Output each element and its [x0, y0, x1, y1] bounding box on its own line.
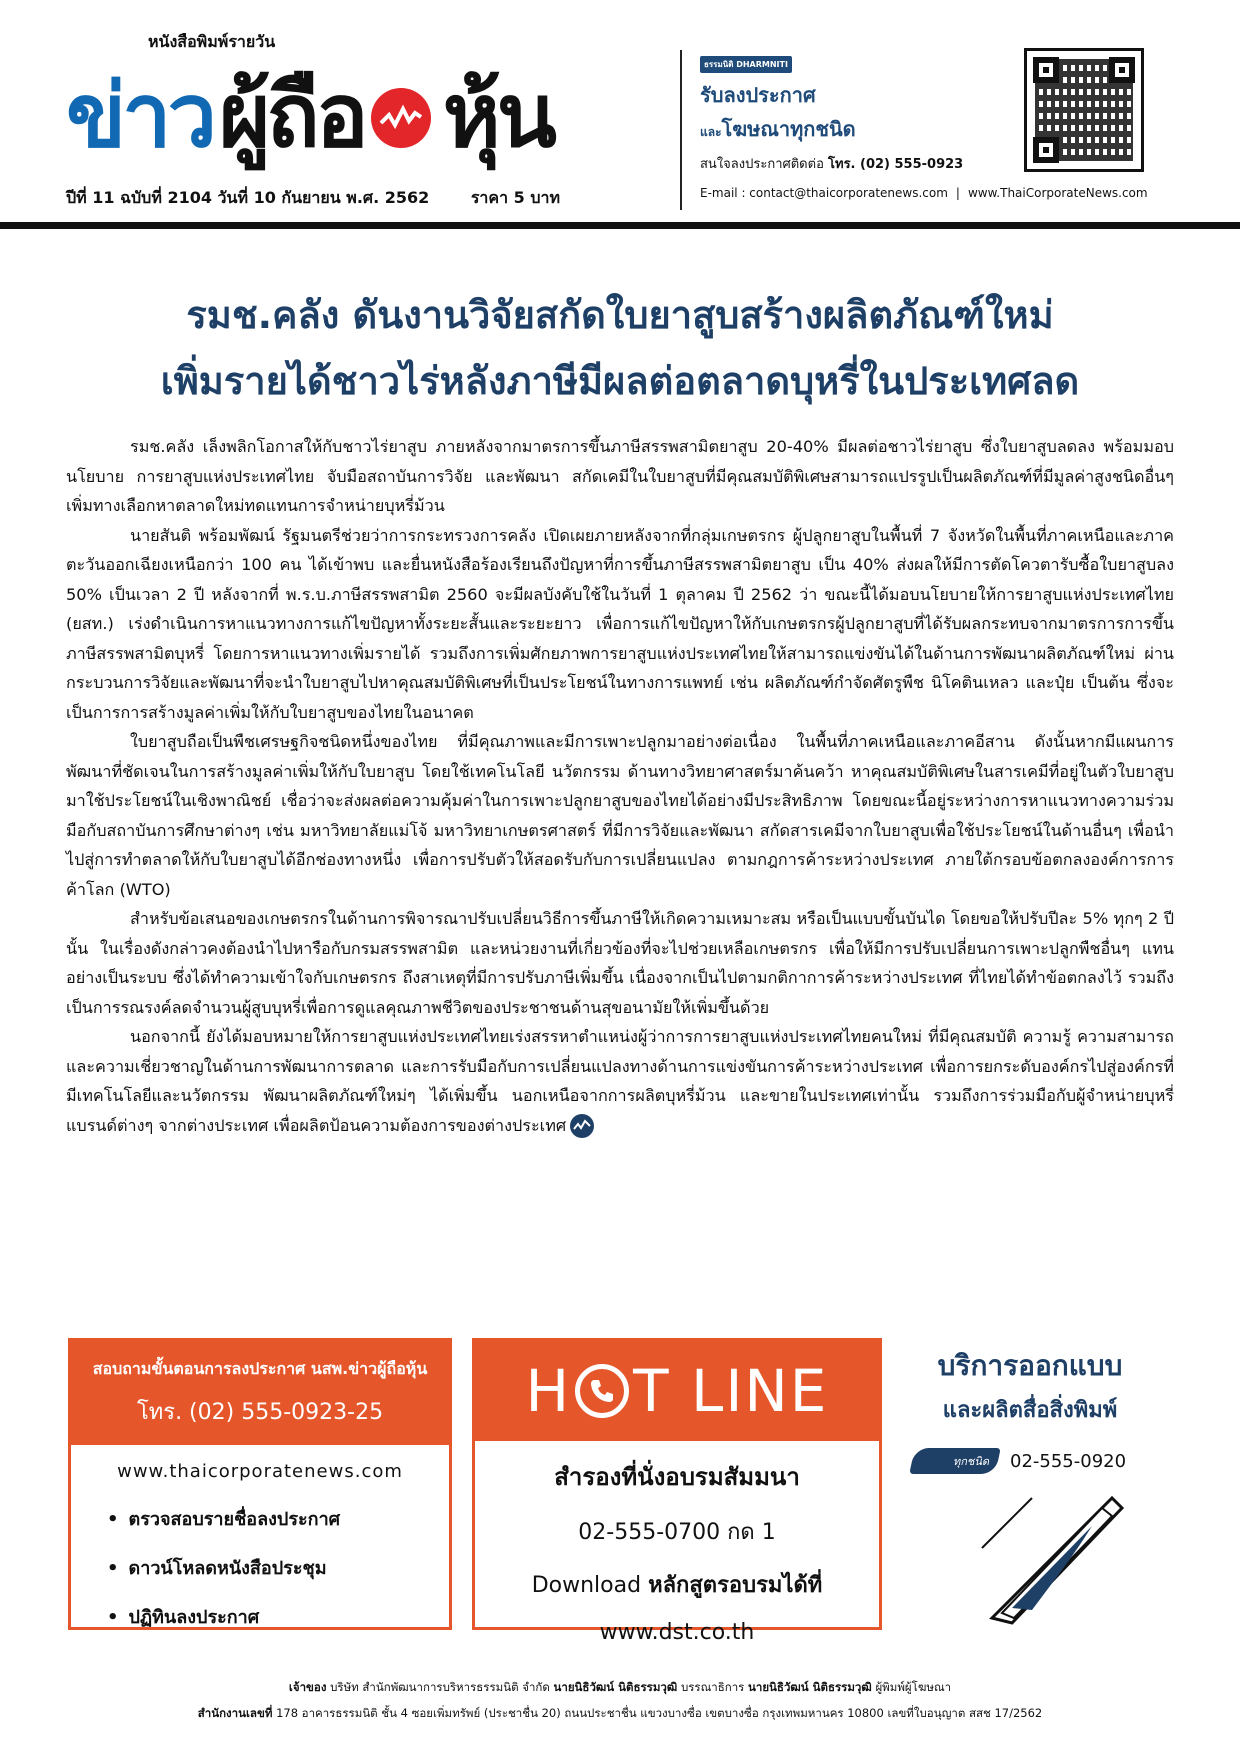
hotline-text: T LINE [633, 1357, 829, 1425]
headline [66, 282, 1174, 414]
design-service-title: บริการออกแบบ [937, 1349, 1123, 1382]
ad-contact [700, 153, 1000, 174]
stock-chart-icon [371, 88, 431, 148]
ad-title-2 [700, 113, 1000, 145]
qr-finder [1033, 57, 1059, 83]
logo-part-2: ผู้ถือ [218, 64, 365, 167]
paragraph-last [66, 1022, 1174, 1140]
print-phone[interactable]: 02-555-0920 [1010, 1450, 1127, 1472]
download-line [475, 1567, 879, 1602]
announcement-phone[interactable]: โทร. (02) 555-0923-25 [136, 1400, 384, 1425]
print-service-title: และผลิตสื่อสิ่งพิมพ์ [942, 1398, 1118, 1423]
newspaper-logo[interactable] [66, 40, 553, 167]
office-label: สำนักงานเลขที่ [197, 1706, 273, 1720]
issue-info [66, 186, 560, 211]
paper-curl-icon [972, 1488, 1132, 1632]
ad-contact-phone[interactable]: โทร. (02) 555-0923 [828, 157, 964, 172]
dst-website[interactable]: www.dst.co.th [599, 1620, 755, 1645]
hotline-box [472, 1338, 882, 1645]
ad-title-1: รับลงประกาศ [700, 83, 816, 107]
owner-company: บริษัท สำนักพัฒนาการบริหารธรรมนิติ จำกัด [330, 1680, 550, 1694]
contact-email[interactable]: E-mail : contact@thaicorporatenews.com [700, 186, 948, 200]
article-body [66, 432, 1174, 1140]
list-item[interactable]: • ตรวจสอบรายชื่อลงประกาศ [107, 1504, 449, 1533]
hotline-header [475, 1341, 879, 1441]
download-label: Download [531, 1573, 642, 1598]
headline-line-1: รมช.คลัง ดันงานวิจัยสกัดใบยาสูบสร้างผลิตภัณฑ์ใหม่ [186, 293, 1054, 337]
colophon-line-1 [0, 1674, 1240, 1700]
phone-icon [575, 1364, 629, 1418]
seminar-phone[interactable]: 02-555-0700 กด 1 [578, 1520, 776, 1545]
qr-code-icon[interactable] [1024, 48, 1144, 172]
owner-name: นายนิธิวัฒน์ นิติธรรมวุฒิ [553, 1680, 678, 1694]
qr-finder [1109, 57, 1135, 83]
print-contact [912, 1448, 1126, 1474]
ad-contact-links [700, 186, 1148, 200]
ad-contact-label: สนใจลงประกาศติดต่อ [700, 157, 824, 172]
seminar-booking: สำรองที่นั่งอบรมสัมมนา [554, 1463, 800, 1491]
announcement-box-header [71, 1341, 449, 1445]
issue-number-date: ปีที่ 11 ฉบับที่ 2104 วันที่ 10 กันยายน พ.ศ. 2562 [66, 188, 430, 207]
tagline: หนังสือพิมพ์รายวัน [148, 32, 276, 51]
paragraph: รมช.คลัง เล็งพลิกโอกาสให้กับชาวไร่ยาสูบ ภายหลังจากมาตรการขึ้นภาษีสรรพสามิตยาสูบ 20-40% มีผลต่อชาวไร่ยาสูบ ซึ่งใบยาสูบลดลง พร้อมมอบนโยบาย การยาสูบแห่งประเทศไทย จับมือสถาบันการวิจัย และพัฒนา สกัดเคมีในใบยาสูบที่มีคุณสมบัติพิเศษสามารถแปรรูปเป็นผลิตภัณฑ์ที่มีมูลค่าสูงชนิดอื่นๆ เพิ่มทางเลือกหาตลาดใหม่ทดแทนการจำหน่ายบุหรี่ม้วน [66, 437, 1174, 515]
announcement-services [107, 1504, 449, 1631]
office-address: 178 อาคารธรรมนิติ ชั้น 4 ซอยเพิ่มทรัพย์ (ประชาชื่น 20) ถนนประชาชื่น แขวงบางซื่อ เขตบางซื่อ กรุงเทพมหานคร 10800 เลขที่ใบอนุญาต สสช 17/2562 [276, 1706, 1043, 1720]
print-design-box [882, 1338, 1178, 1630]
issue-price: ราคา 5 บาท [470, 188, 561, 207]
hotline-body [475, 1457, 879, 1645]
publisher-label: ผู้พิมพ์ผู้โฆษณา [875, 1680, 952, 1694]
editor-label: บรรณาธิการ [680, 1680, 745, 1694]
editor-name: นายนิธิวัฒน์ นิติธรรมวุฒิ [748, 1680, 872, 1694]
dharmniti-badge: ธรรมนิติ DHARMNITI [700, 56, 792, 73]
colophon [0, 1674, 1240, 1726]
owner-label: เจ้าของ [288, 1680, 327, 1694]
hotline-letter-h: H [525, 1357, 572, 1425]
logo-part-3: หุ้น [442, 64, 553, 167]
end-mark-icon [570, 1114, 594, 1138]
ad-title-2-prefix: และ [700, 125, 722, 139]
logo-part-1: ข่าว [66, 64, 213, 167]
ad-title-2-text: โฆษณาทุกชนิด [721, 117, 856, 141]
announcement-inquiry: สอบถามขั้นตอนการลงประกาศ นสพ.ข่าวผู้ถือหุ้น [92, 1359, 428, 1378]
contact-website[interactable]: www.ThaiCorporateNews.com [967, 186, 1148, 200]
announcement-box [68, 1338, 452, 1630]
header-divider [680, 50, 682, 210]
brush-label: ทุกชนิด [909, 1448, 1001, 1474]
header-rule [0, 222, 1240, 229]
download-courses: หลักสูตรอบรมได้ที่ [648, 1573, 823, 1598]
list-item[interactable]: • ดาวน์โหลดหนังสือประชุม [107, 1553, 449, 1582]
separator: | [955, 186, 960, 200]
colophon-line-2 [0, 1700, 1240, 1726]
announcement-website[interactable]: www.thaicorporatenews.com [117, 1461, 403, 1482]
paragraph-text: นอกจากนี้ ยังได้มอบหมายให้การยาสูบแห่งประเทศไทยเร่งสรรหาตำแหน่งผู้ว่าการการยาสูบแห่งประเทศไทยคนใหม่ ที่มีคุณสมบัติ ความรู้ ความสามารถ และความเชี่ยวชาญในด้านการพัฒนาการตลาด และการรับมือกับการเปลี่ยนแปลงทางด้านการแข่งขันการค้าระหว่างประเทศ เพื่อการยกระดับองค์กรไปสู่องค์กรที่มีเทคโนโลยีและนวัตกรรม พัฒนาผลิตภัณฑ์ใหม่ๆ ได้เพิ่มขึ้น นอกเหนือจากการผลิตบุหรี่ม้วน และขายในประเทศเท่านั้น รวมถึงการร่วมมือกับผู้จำหน่ายบุหรี่แบรนด์ต่างๆ จากต่างประเทศ เพื่อผลิตป้อนความต้องการของต่างประเทศ [66, 1027, 1174, 1135]
masthead [0, 0, 1240, 222]
paragraph: นายสันติ พร้อมพัฒน์ รัฐมนตรีช่วยว่าการกระทรวงการคลัง เปิดเผยภายหลังจากที่กลุ่มเกษตรกร ผู้ปลูกยาสูบในพื้นที่ 7 จังหวัดในพื้นที่ภาคเหนือและภาคตะวันออกเฉียงเหนือกว่า 100 คน ได้เข้าพบ และยื่นหนังสือร้องเรียนถึงปัญหาที่การขึ้นภาษีสรรพสามิตยาสูบ เป็น 40% ส่งผลให้มีการตัดโควตารับซื้อใบยาสูบลง 50% เป็นเวลา 2 ปี หลังจากที่ พ.ร.บ.ภาษีสรรพสามิต 2560 จะมีผลบังคับใช้ในวันที่ 1 ตุลาคม ปี 2562 ว่า ขณะนี้ได้มอบนโยบายให้การยาสูบแห่งประเทศไทย (ยสท.) เร่งดำเนินการหาแนวทางการแก้ไขปัญหาทั้งระยะสั้นและระยะยาว เพื่อการแก้ไขปัญหาให้กับเกษตรกรผู้ปลูกยาสูบที่ได้รับผลกระทบจากมาตรการการขึ้นภาษีสรรพสามิตบุหรี่ โดยการหาแนวทางเพิ่มรายได้ รวมถึงการเพิ่มศักยภาพการยาสูบแห่งประเทศไทยให้สามารถแข่งขันได้ในด้านการพัฒนาผลิตภัณฑ์ใหม่ ผ่านกระบวนการวิจัยและพัฒนาที่จะนำใบยาสูบไปหาคุณสมบัติพิเศษที่เป็นประโยชน์ในทางการแพทย์ เช่น ผลิตภัณฑ์กำจัดศัตรูพืช นิโคตินเหลว และปุ๋ย เป็นต้น ซึ่งจะเป็นการการสร้างมูลค่าเพิ่มให้กับใบยาสูบของไทยในอนาคต [66, 525, 1174, 722]
qr-finder [1033, 137, 1059, 163]
headline-line-2: เพิ่มรายได้ชาวไร่หลังภาษีมีผลต่อตลาดบุหรี่ในประเทศลด [160, 359, 1080, 403]
paragraph: ใบยาสูบถือเป็นพืชเศรษฐกิจชนิดหนึ่งของไทย ที่มีคุณภาพและมีการเพาะปลูกมาอย่างต่อเนื่อง ในพื้นที่ภาคเหนือและภาคอีสาน ดังนั้นหากมีแผนการพัฒนาที่ชัดเจนในการสร้างมูลค่าเพิ่มให้กับใบยาสูบ โดยใช้เทคโนโลยี นวัตกรรม ด้านทางวิทยาศาสตร์มาค้นคว้า หาคุณสมบัติพิเศษในสารเคมีที่อยู่ในตัวใบยาสูบมาใช้ประโยชน์ในเชิงพาณิชย์ เชื่อว่าจะส่งผลต่อความคุ้มค่าในการเพาะปลูกยาสูบของไทยได้อย่างมีประสิทธิภาพ โดยขณะนี้อยู่ระหว่างการหาแนวทางความร่วมมือกับสถาบันการศึกษาต่างๆ เช่น มหาวิทยาลัยแม่โจ้ มหาวิทยาเกษตรศาสตร์ ที่มีการวิจัยและพัฒนา สกัดสารเคมีจากใบยาสูบเพื่อใช้ประโยชน์ในด้านอื่นๆ เพื่อนำไปสู่การทำตลาดให้กับใบยาสูบได้อีกช่องทางหนึ่ง เพื่อการปรับตัวให้สอดรับกับการเปลี่ยนแปลง ตามกฎการค้าระหว่างประเทศ ภายใต้กรอบข้อตกลงองค์การการค้าโลก (WTO) [66, 732, 1175, 899]
advertising-info [700, 52, 1000, 174]
paragraph: สำหรับข้อเสนอของเกษตรกรในด้านการพิจารณาปรับเปลี่ยนวิธีการขึ้นภาษีให้เกิดความเหมาะสม หรือเป็นแบบขั้นบันได โดยขอให้ปรับปีละ 5% ทุกๆ 2 ปี นั้น ในเรื่องดังกล่าวคงต้องนำไปหารือกับกรมสรรพสามิต และหน่วยงานที่เกี่ยวข้องที่จะไปช่วยเหลือเกษตรกร เพื่อให้มีการปรับเปลี่ยนการเพาะปลูกพืชอื่นๆ แทนอย่างเป็นระบบ ซึ่งได้ทำความเข้าใจกับเกษตรกร ถึงสาเหตุที่มีการปรับภาษีเพิ่มขึ้น เนื่องจากเป็นไปตามกติกาการค้าระหว่างประเทศ ที่ไทยได้ทำข้อตกลงไว้ รวมถึงเป็นการรณรงค์ลดจำนวนผู้สูบบุหรี่เพื่อการดูแลคุณภาพชีวิตของประชาชนด้านสุขอนามัยให้เพิ่มขึ้นด้วย [66, 909, 1174, 1017]
list-item[interactable]: • ปฏิทินลงประกาศ [107, 1602, 449, 1631]
